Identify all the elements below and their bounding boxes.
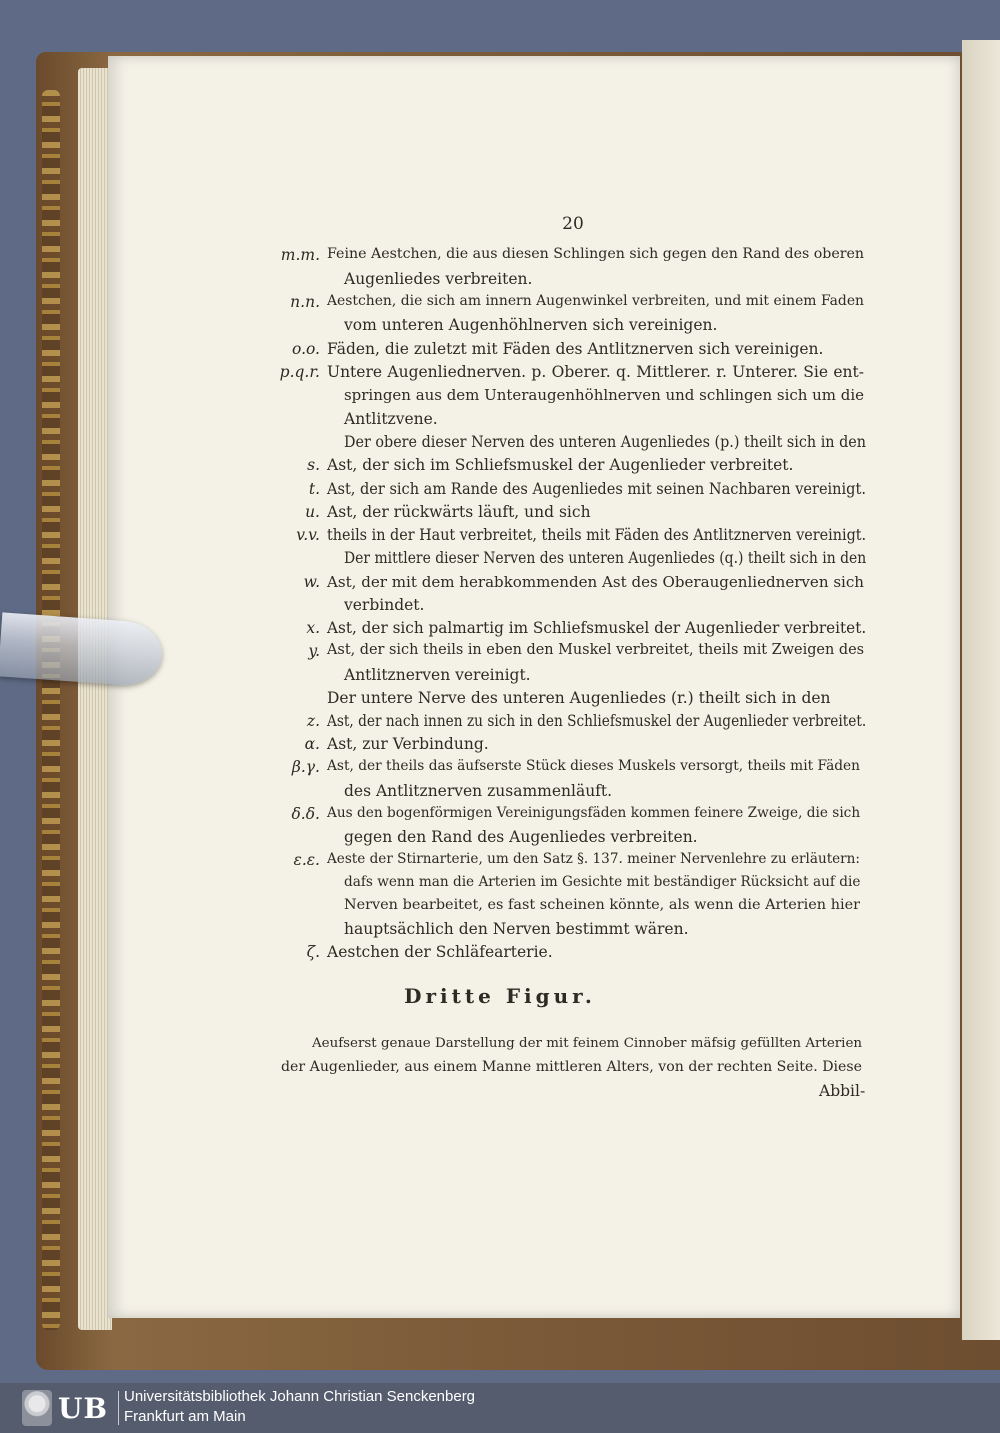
- entry-label: β.γ.: [291, 758, 320, 776]
- entry-label: w.: [303, 573, 320, 591]
- entry-label: y.: [308, 642, 320, 660]
- subheading-line: Der obere dieser Nerven des unteren Augenliedes (p.) theilt sich in den: [344, 433, 866, 451]
- entry-label: α.: [304, 735, 320, 753]
- entry-text: Aus den bogenförmigen Vereinigungsfäden kommen feinere Zweige, die sich: [327, 805, 861, 821]
- entry-text: Antlitzvene.: [344, 410, 438, 428]
- entry-row: [0, 246, 1000, 270]
- entry-label: δ.δ.: [291, 805, 320, 823]
- entry-text: Ast, der sich im Schliefsmuskel der Augenlieder verbreitet.: [327, 456, 794, 474]
- entry-text: Untere Augenliednerven. p. Oberer. q. Mittlerer. r. Unterer. Sie ent-: [327, 363, 864, 381]
- entry-text: Ast, der mit dem herabkommenden Ast des Oberaugenliednerven sich: [327, 573, 864, 591]
- entry-text: Feine Aestchen, die aus diesen Schlingen sich gegen den Rand des oberen: [327, 246, 865, 262]
- entry-label: m.m.: [280, 246, 320, 264]
- subheading-line: Der mittlere dieser Nerven des unteren Augenliedes (q.) theilt sich in den: [344, 549, 867, 567]
- entry-text: Ast, der nach innen zu sich in den Schliefsmuskel der Augenlieder verbreitet.: [327, 712, 867, 730]
- entry-label: x.: [306, 619, 320, 637]
- library-location: Frankfurt am Main: [124, 1408, 246, 1425]
- entry-text: Ast, der sich am Rande des Augenliedes mit seinen Nachbaren vereinigt.: [327, 480, 866, 498]
- paragraph-line: Aeufserst genaue Darstellung der mit feinem Cinnober mäfsig gefüllten Arterien: [312, 1036, 862, 1051]
- entry-text: Ast, der sich palmartig im Schliefsmuskel der Augenlieder verbreitet.: [327, 619, 867, 637]
- entry-text: dafs wenn man die Arterien im Gesichte mit beständiger Rücksicht auf die: [344, 874, 861, 890]
- entry-label: u.: [305, 503, 320, 521]
- entry-label: p.q.r.: [279, 363, 320, 381]
- entry-text: Ast, der rückwärts läuft, und sich: [327, 503, 591, 521]
- section-heading: Dritte Figur.: [404, 984, 596, 1008]
- entry-text: hauptsächlich den Nerven bestimmt wären.: [344, 920, 689, 938]
- entry-text: des Antlitznerven zusammenläuft.: [344, 782, 613, 800]
- entry-text: Augenliedes verbreiten.: [344, 270, 533, 288]
- library-footer: [0, 1383, 1000, 1433]
- entry-label: n.n.: [290, 293, 320, 311]
- entry-text: Fäden, die zuletzt mit Fäden des Antlitznerven sich vereinigen.: [327, 340, 824, 358]
- entry-text: Ast, zur Verbindung.: [327, 735, 489, 753]
- entry-text: Nerven bearbeitet, es fast scheinen könnte, als wenn die Arterien hier: [344, 897, 860, 913]
- library-name: Universitätsbibliothek Johann Christian Senckenberg: [124, 1388, 476, 1405]
- entry-label: v.v.: [296, 526, 320, 544]
- entry-text: Antlitznerven vereinigt.: [344, 666, 531, 684]
- entry-label: ζ.: [306, 943, 320, 961]
- footer-divider: [118, 1391, 119, 1425]
- entry-text: Ast, der sich theils in eben den Muskel verbreitet, theils mit Zweigen des: [327, 642, 865, 658]
- entry-label: z.: [306, 712, 320, 730]
- logo-text: UB: [58, 1391, 109, 1425]
- entry-text: gegen den Rand des Augenliedes verbreiten.: [344, 828, 698, 846]
- library-logo: [22, 1389, 118, 1427]
- subheading-line: Der untere Nerve des unteren Augenliedes (r.) theilt sich in den: [327, 689, 831, 707]
- entry-text: theils in der Haut verbreitet, theils mit Fäden des Antlitznerven vereinigt.: [327, 526, 867, 544]
- entry-text: Ast, der theils das äufserste Stück dieses Muskels versorgt, theils mit Fäden: [327, 758, 860, 774]
- paragraph-line: der Augenlieder, aus einem Manne mittleren Alters, von der rechten Seite. Diese: [281, 1059, 862, 1075]
- entry-text: vom unteren Augenhöhlnerven sich vereinigen.: [344, 316, 718, 334]
- entry-label: o.o.: [292, 340, 320, 358]
- entry-text: Aestchen der Schläfearterie.: [327, 943, 553, 961]
- entry-text: springen aus dem Unteraugenhöhlnerven und schlingen sich um die: [344, 386, 864, 404]
- entry-label: s.: [307, 456, 320, 474]
- entry-label: ε.ε.: [293, 851, 320, 869]
- entry-label: t.: [308, 480, 320, 498]
- entry-text: verbindet.: [344, 596, 425, 614]
- page-number: 20: [562, 214, 584, 234]
- entry-text: Aestchen, die sich am innern Augenwinkel verbreiten, und mit einem Faden: [327, 293, 864, 309]
- portrait-icon: [22, 1390, 52, 1426]
- entry-text: Aeste der Stirnarterie, um den Satz §. 137. meiner Nervenlehre zu erläutern:: [327, 851, 860, 867]
- paragraph-catchword: Abbil-: [819, 1082, 866, 1100]
